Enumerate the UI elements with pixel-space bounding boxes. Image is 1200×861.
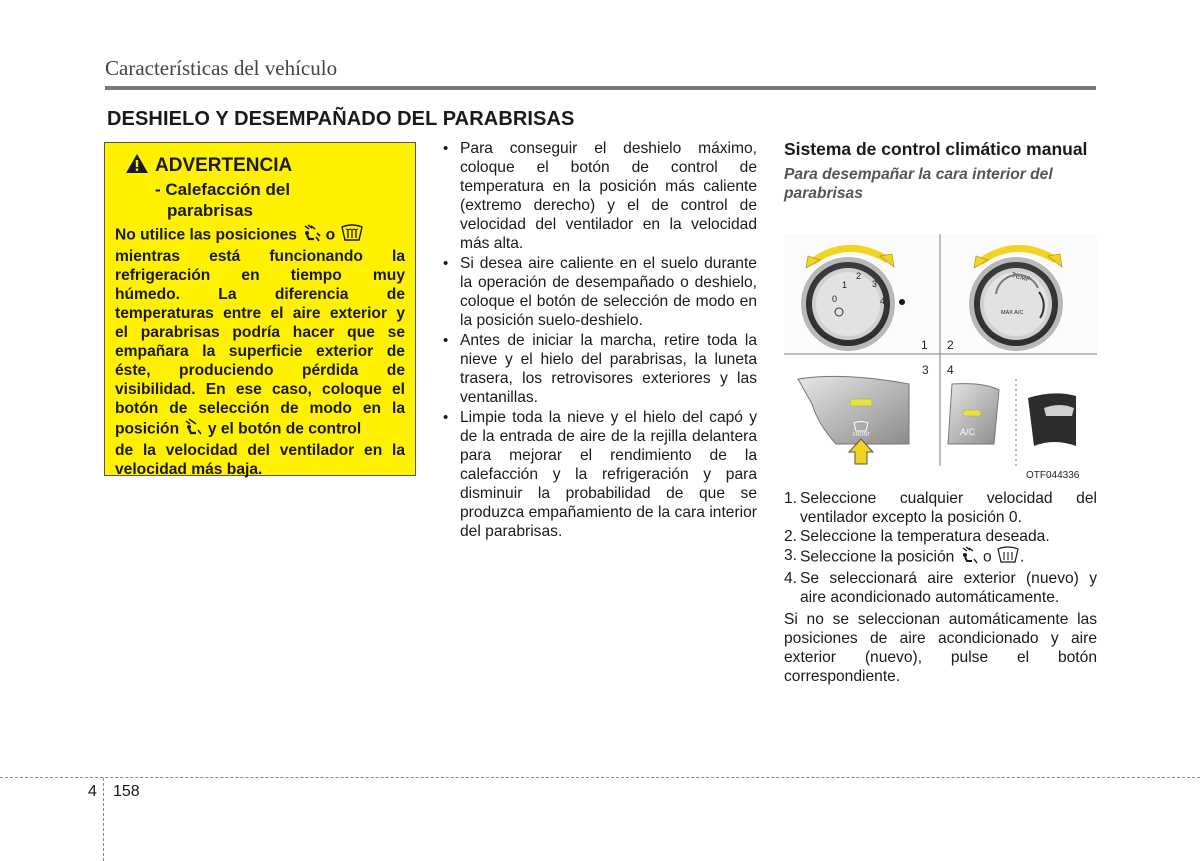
warning-triangle-icon <box>125 153 149 179</box>
step-text: Se seleccionará aire exterior (nuevo) y aire acondicionado automáticamente. <box>800 570 1097 606</box>
warning-line: temperaturas entre el aire exterior y <box>115 305 405 322</box>
chapter-number: 4 <box>88 783 97 800</box>
section-subheading: Para desempañar la cara interior del parabrisas <box>784 166 1053 202</box>
fan-mark: 4 <box>880 296 886 306</box>
fan-mark: 3 <box>872 279 878 289</box>
floor-defrost-mode-icon <box>301 224 321 247</box>
list-item <box>784 489 1097 527</box>
page-title: DESHIELO Y DESEMPAÑADO DEL PARABRISAS <box>107 108 575 130</box>
warning-line-1 <box>115 224 405 247</box>
list-item <box>784 569 1097 607</box>
section-heading: Sistema de control climático manual <box>784 139 1088 159</box>
section-header: Características del vehículo <box>105 56 338 80</box>
warning-subtitle-1: - Calefacción del <box>155 180 291 199</box>
warning-body <box>115 224 405 479</box>
warning-line: éste, produciendo pérdida de <box>115 362 405 379</box>
floor-defrost-mode-icon <box>959 546 979 569</box>
warning-text: o <box>325 226 336 244</box>
step-text: . <box>1020 548 1025 566</box>
figure-label-4: 4 <box>947 363 954 377</box>
warning-line: de la velocidad del ventilador en la <box>115 442 405 459</box>
step-number: 4. <box>784 570 798 587</box>
figure-label-2: 2 <box>947 338 954 352</box>
steps-list <box>784 489 1097 686</box>
warning-line: refrigeración en tiempo muy <box>115 267 405 284</box>
front-defrost-icon <box>340 224 364 247</box>
warning-line: visibilidad. En ese caso, coloque el <box>115 381 405 398</box>
bullet-list <box>440 139 757 542</box>
front-defrost-icon <box>996 546 1020 569</box>
figure-code: OTF044336 <box>1026 470 1080 481</box>
temp-label: TEMP <box>1010 271 1032 284</box>
bullet-text: Limpie toda la nieve y el hielo del capó y de la entrada de aire de la rejilla delantera para mejorar el rendimiento de la calefacción y la refrigeración y para disminuir la probabilidad de que se produzca empañamiento de la cara interior del parabrisas. <box>460 409 757 540</box>
list-item: • Para conseguir el deshielo máximo, coloque el botón de control de temperatura en la posición más caliente (extremo derecho) y el de control de velocidad del ventilador en la velocidad más alta. <box>443 140 757 252</box>
warning-title: ADVERTENCIA <box>155 155 293 176</box>
right-column <box>784 139 1097 203</box>
step-number: 3. <box>784 547 798 564</box>
warning-line: velocidad más baja. <box>115 461 263 478</box>
warning-subtitle-2: parabrisas <box>167 201 253 220</box>
warning-text: No utilice las posiciones <box>115 226 297 244</box>
list-item <box>784 527 1097 546</box>
warning-line: el parabrisas podría hacer que se <box>115 324 405 341</box>
fan-mark: 2 <box>856 271 862 281</box>
page-number: 158 <box>113 783 140 800</box>
footer-divider <box>103 778 104 861</box>
header-rule <box>105 86 1096 90</box>
list-item: • Limpie toda la nieve y el hielo del capó y de la entrada de aire de la rejilla delantera para mejorar el rendimiento de la calefacción y la refrigeración y para disminuir la probabilidad de que se produzca empañamiento de la cara interior del parabrisas. <box>443 409 757 540</box>
fan-mark: 1 <box>842 280 848 290</box>
step-text: Seleccione la temperatura deseada. <box>800 528 1050 545</box>
step-number: 2. <box>784 528 798 545</box>
fan-mark: 0 <box>832 294 838 304</box>
warning-line: empañara la superficie exterior de <box>115 343 405 360</box>
warning-line-11 <box>115 418 405 441</box>
warning-text: posición <box>115 420 180 438</box>
figure-label-1: 1 <box>921 338 928 352</box>
bullet-text: Antes de iniciar la marcha, retire toda la nieve y el hielo del parabrisas, la luneta trasera, los retrovisores exteriores y las ventanillas. <box>460 332 757 406</box>
warning-line: húmedo. La diferencia de <box>115 286 405 303</box>
bullet-text: Para conseguir el deshielo máximo, coloque el botón de control de temperatura en la posición más caliente (extremo derecho) y el de control de velocidad del ventilador en la velocidad más alta. <box>460 140 757 252</box>
footer-rule <box>0 777 1200 778</box>
figure-label-3: 3 <box>922 363 929 377</box>
max-ac-label: MAX A/C <box>1001 310 1024 316</box>
step-number: 1. <box>784 490 798 507</box>
warning-line: mientras está funcionando la <box>115 248 405 265</box>
climate-control-figure <box>784 234 1097 483</box>
step-text: o <box>983 548 992 566</box>
floor-defrost-mode-icon-2 <box>183 418 203 441</box>
step-text: Seleccione la posición <box>800 548 955 566</box>
list-item: • Si desea aire caliente en el suelo durante la operación de desempañado o deshielo, coloque el botón de selección de modo en la posición suelo-deshielo. <box>443 255 757 329</box>
bullet-text: Si desea aire caliente en el suelo durante la operación de desempañado o deshielo, coloque el botón de selección de modo en la posición suelo-deshielo. <box>460 255 757 329</box>
warning-text: y el botón de control <box>207 420 362 438</box>
ac-label: A/C <box>960 427 976 437</box>
list-item: • Antes de iniciar la marcha, retire toda la nieve y el hielo del parabrisas, la luneta trasera, los retrovisores exteriores y las ventanillas. <box>443 332 757 406</box>
step-text: Seleccione cualquier velocidad del ventilador excepto la posición 0. <box>800 490 1097 526</box>
warning-line: botón de selección de modo en la <box>115 400 405 417</box>
front-label: FRONT <box>853 432 871 438</box>
warning-box <box>104 142 416 476</box>
list-item <box>784 546 1097 569</box>
warning-heading <box>125 153 405 179</box>
note-paragraph: Si no se seleccionan automáticamente las posiciones de aire acondicionado y aire exterior (nuevo), pulse el botón correspondiente. <box>784 611 1097 685</box>
